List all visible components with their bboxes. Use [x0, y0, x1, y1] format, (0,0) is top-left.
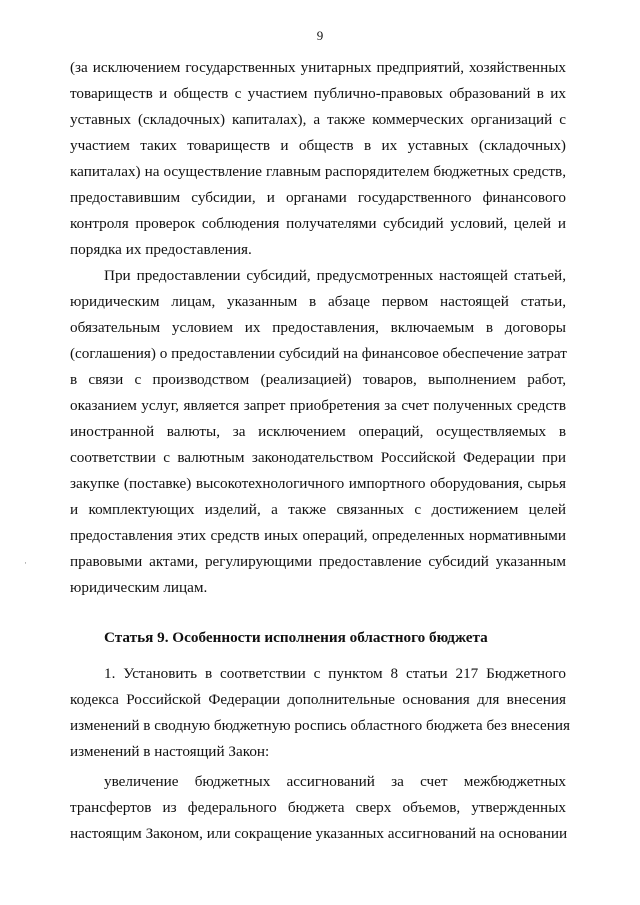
- text-line: закупке (поставке) высокотехнологичного импортного оборудования, сырья: [70, 475, 566, 492]
- text-line: капиталах) на осуществление главным распорядителем бюджетных средств,: [70, 163, 566, 180]
- text-line: соответствии с валютным законодательством Российской Федерации при: [70, 449, 566, 466]
- text-line: юридическим лицам, указанным в абзаце первом настоящей статьи,: [70, 293, 566, 310]
- text-line: контроля проверок соблюдения получателями субсидий условий, целей и: [70, 215, 566, 232]
- text-line: в связи с производством (реализацией) товаров, выполнением работ,: [70, 371, 566, 388]
- text-line: правовыми актами, регулирующими предоставление субсидий указанным: [70, 553, 566, 570]
- text-line: юридическим лицам.: [70, 579, 208, 596]
- article-heading: Статья 9. Особенности исполнения областного бюджета: [104, 629, 488, 646]
- text-line: При предоставлении субсидий, предусмотренных настоящей статьей,: [104, 267, 566, 284]
- text-line: (соглашения) о предоставлении субсидий на финансовое обеспечение затрат: [70, 345, 567, 362]
- text-line: участием таких товариществ и обществ в их уставных (складочных): [70, 137, 566, 154]
- margin-mark: ·: [24, 558, 27, 568]
- text-line: оказанием услуг, является запрет приобретения за счет полученных средств: [70, 397, 566, 414]
- text-line: изменений в сводную бюджетную роспись областного бюджета без внесения: [70, 717, 571, 734]
- text-line: (за исключением государственных унитарных предприятий, хозяйственных: [70, 59, 566, 76]
- text-line: обязательным условием их предоставления, включаемым в договоры: [70, 319, 566, 336]
- text-line: увеличение бюджетных ассигнований за счет межбюджетных: [104, 773, 566, 790]
- text-line: товариществ и обществ с участием публично-правовых образований в их: [70, 85, 566, 102]
- text-line: кодекса Российской Федерации дополнительные основания для внесения: [70, 691, 566, 708]
- text-line: уставных (складочных) капиталах), а также коммерческих организаций с: [70, 111, 566, 128]
- text-line: порядка их предоставления.: [70, 241, 252, 258]
- text-line: предоставившим субсидии, и органами государственного финансового: [70, 189, 566, 206]
- text-line: иностранной валюты, за исключением операций, осуществляемых в: [70, 423, 566, 440]
- text-line: настоящим Законом, или сокращение указанных ассигнований на основании: [70, 825, 568, 842]
- text-line: и комплектующих изделий, а также связанных с достижением целей: [70, 501, 566, 518]
- page-number: 9: [316, 28, 324, 43]
- text-line: предоставления этих средств иных операций, определенных нормативными: [70, 527, 566, 544]
- text-line: 1. Установить в соответствии с пунктом 8 статьи 217 Бюджетного: [104, 665, 566, 682]
- text-line: изменений в настоящий Закон:: [70, 743, 270, 760]
- text-line: трансфертов из федерального бюджета сверх объемов, утвержденных: [70, 799, 566, 816]
